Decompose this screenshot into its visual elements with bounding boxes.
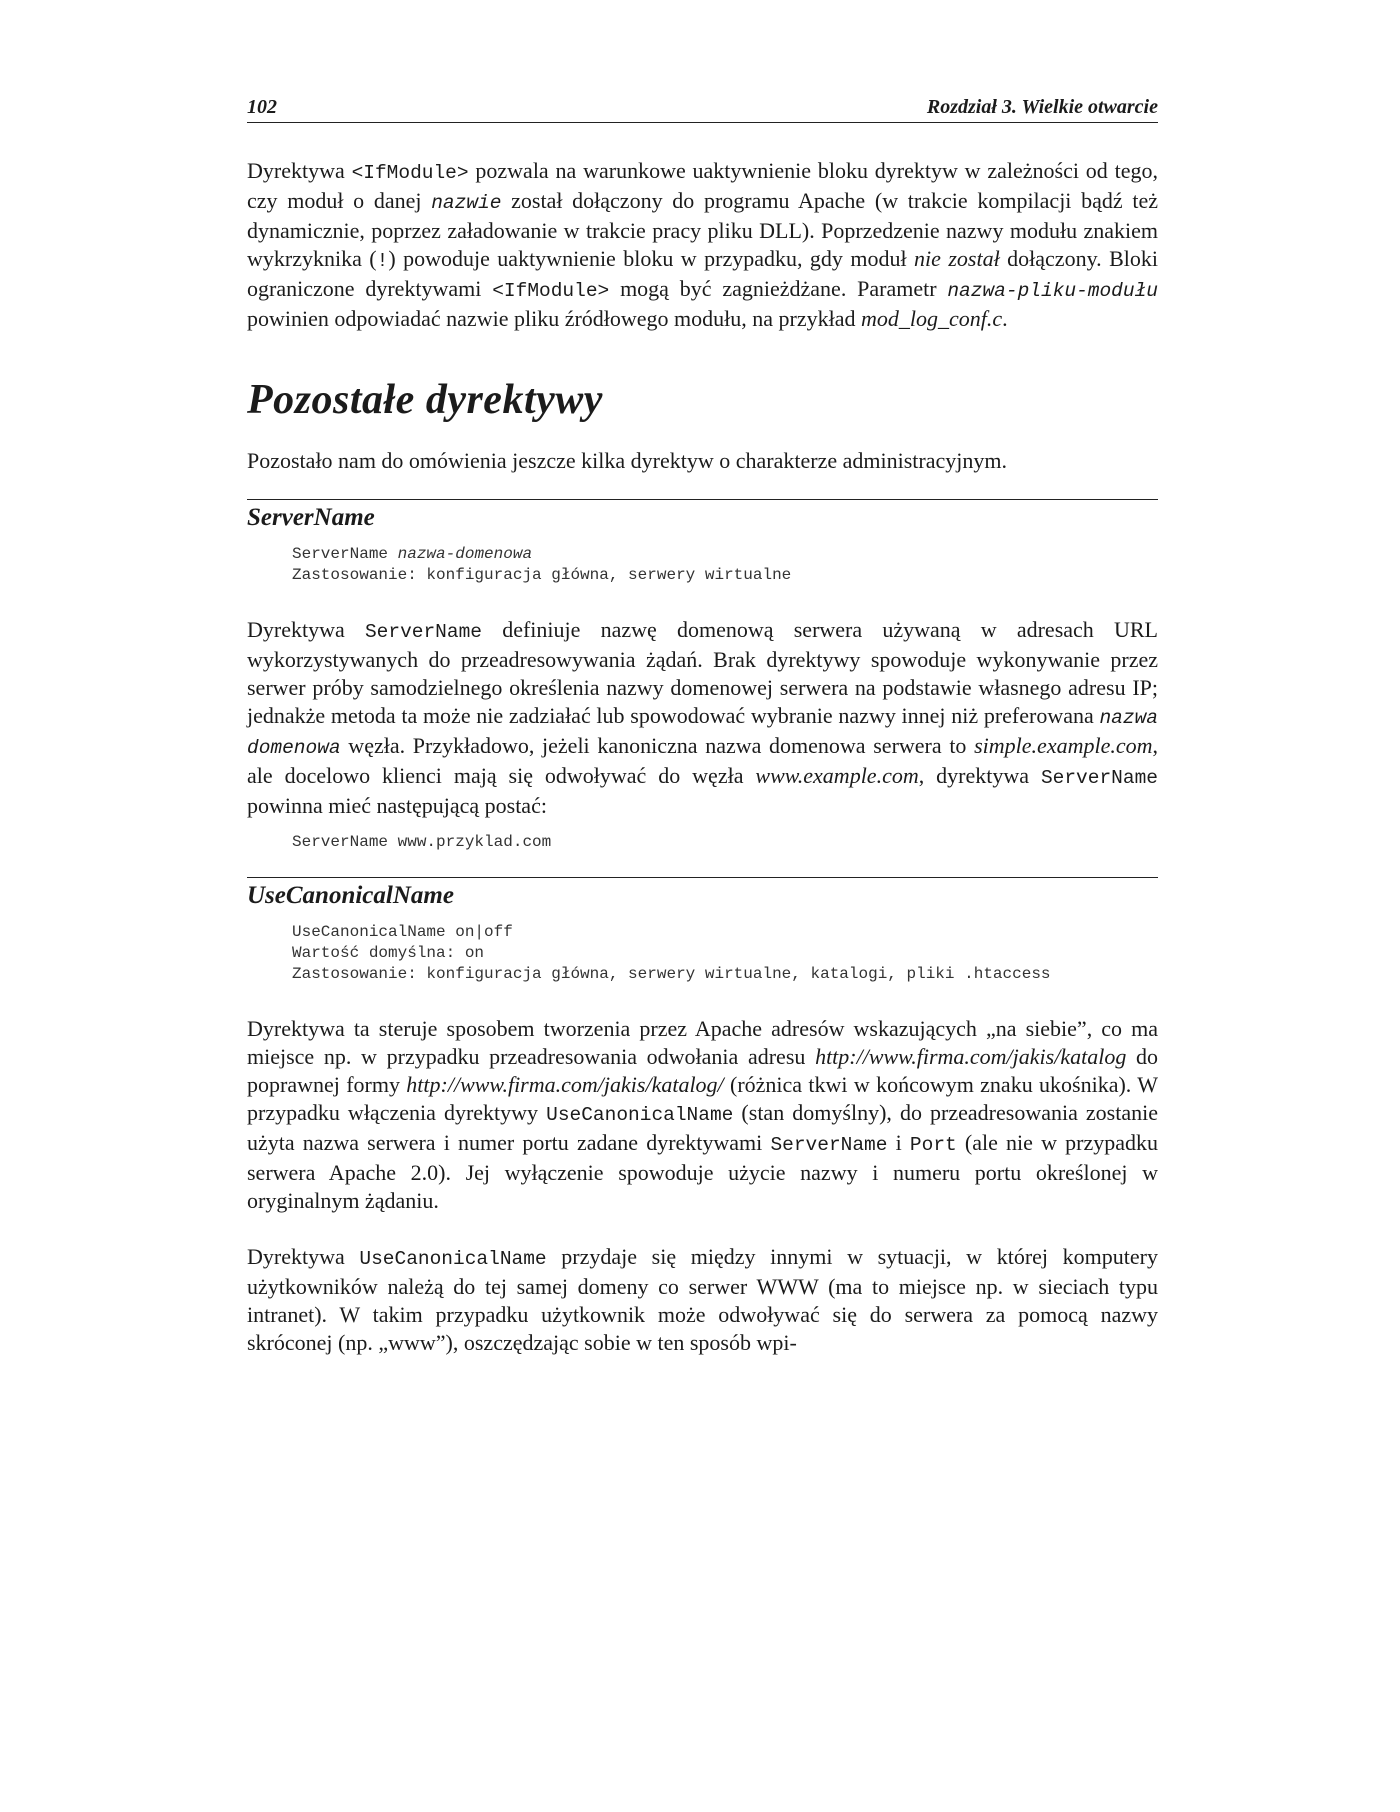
italic-url: http://www.firma.com/jakis/katalog [815, 1044, 1127, 1069]
code-nazwie: nazwie [431, 192, 502, 214]
text-run: dołączony. Bloki ograniczone dyrektywami [247, 246, 1158, 301]
directive-rule [247, 877, 1158, 878]
text-run: (ale nie w przypadku serwera Apache 2.0). Jej wyłączenie spowoduje użycie nazwy i numeru portu określonej w oryginalnym żądaniu. [247, 1130, 1158, 1213]
book-page [247, 96, 1158, 1357]
text-run: , ale docelowo klienci mają się odwoływać do węzła [247, 733, 1158, 788]
text-run: Dyrektywa [247, 1244, 360, 1269]
chapter-title: Rozdział 3. Wielkie otwarcie [926, 96, 1158, 118]
text-run: . [1002, 306, 1008, 331]
text-run: i [887, 1130, 910, 1155]
usecanonical-paragraph-2 [247, 1243, 1158, 1357]
code-usecanonicalname: UseCanonicalName [546, 1104, 734, 1126]
code-arg: nazwa-domenowa [397, 545, 533, 563]
page-number: 102 [247, 96, 277, 118]
text-run: Dyrektywa ta steruje sposobem tworzenia przez Apache adresów wskazujących „na siebie”, co ma miejsce np. w przypadku przeadresowania odwołania adresu [247, 1016, 1158, 1069]
code-servername: ServerName [770, 1134, 888, 1156]
italic-nie-zostal: nie został [914, 246, 1000, 271]
servername-syntax [292, 544, 1158, 565]
code-servername: ServerName [364, 621, 482, 643]
code-text: ServerName [292, 545, 398, 563]
text-run: węzła. Przykładowo, jeżeli kanoniczna nazwa domenowa serwera to [340, 733, 975, 758]
servername-usage: Zastosowanie: konfiguracja główna, serwery wirtualne [292, 566, 792, 584]
italic-filename: mod_log_conf.c [861, 306, 1003, 331]
code-ifmodule: <IfModule> [492, 280, 610, 302]
directive-rule [247, 499, 1158, 500]
italic-domain: simple.example.com [974, 733, 1153, 758]
text-run: mogą być zagnieżdżane. Parametr [609, 276, 948, 301]
code-usecanonicalname: UseCanonicalName [359, 1248, 547, 1270]
italic-domain: www.example.com [755, 763, 919, 788]
directive-title-usecanonicalname: UseCanonicalName [247, 882, 454, 909]
code-nazwa-pliku-modulu: nazwa-pliku-modułu [947, 280, 1158, 302]
text-run: pozwala na warunkowe uaktywnienie bloku dyrektyw w zależności od tego, czy moduł o danej [247, 158, 1158, 213]
text-run: definiuje nazwę domenową serwera używaną w adresach URL wykorzystywanych do przeadresowywania żądań. Brak dyrektywy spowoduje wykonywanie przez serwer próby samodzielnego określenia nazwy domenowej serwera na podstawie własnego adresu IP; jednakże metoda ta może nie zadziałać lub spowodować wybranie nazwy innej niż preferowana [247, 617, 1158, 728]
text-run: został dołączony do programu Apache (w trakcie kompilacji bądź też dynamicznie, poprzez załadowanie w trakcie pracy pliku DLL). Poprzedzenie nazwy modułu znakiem wykrzyknika ( [247, 188, 1158, 271]
text-run: Dyrektywa [247, 158, 352, 183]
section-intro: Pozostało nam do omówienia jeszcze kilka dyrektyw o charakterze administracyjnym. [247, 448, 1007, 473]
text-run: ) powoduje uaktywnienie bloku w przypadku, gdy moduł [388, 246, 915, 271]
usecanonical-default: Wartość domyślna: on [292, 944, 485, 962]
italic-url: http://www.firma.com/jakis/katalog/ [406, 1072, 724, 1097]
code-port: Port [909, 1134, 957, 1156]
text-run: (różnica tkwi w końcowym znaku ukośnika). W przypadku włączenia dyrektywy [247, 1072, 1159, 1125]
text-run: (stan domyślny), do przeadresowania zostanie użyta nazwa serwera i numer portu zadane dyrektywami [247, 1100, 1158, 1155]
usecanonical-paragraph-1 [247, 1015, 1158, 1215]
code-ifmodule: <IfModule> [351, 162, 469, 184]
usecanonical-syntax: UseCanonicalName on|off [292, 923, 513, 941]
text-run: powinien odpowiadać nazwie pliku źródłowego modułu, na przykład [247, 306, 862, 331]
section-heading: Pozostałe dyrektywy [247, 377, 603, 423]
text-run: , dyrektywa [918, 763, 1041, 788]
text-run: przydaje się między innymi w sytuacji, w której komputery użytkowników należą do tej samej domeny co serwer WWW (ma to miejsce np. w sieciach typu intranet). W takim przypadku użytkownik może odwoływać się do serwera za pomocą nazwy skróconej (np. „www”), oszczędzając sobie w ten sposób wpi- [247, 1244, 1158, 1355]
servername-description [247, 616, 1158, 820]
running-header [247, 96, 1158, 123]
code-servername: ServerName [1040, 767, 1158, 789]
ifmodule-paragraph [247, 157, 1158, 333]
code-nazwa-domenowa: nazwa domenowa [247, 707, 1158, 759]
directive-title-servername: ServerName [247, 504, 375, 531]
code-exclamation: ! [376, 250, 389, 272]
servername-example: ServerName www.przyklad.com [292, 833, 552, 851]
text-run: powinna mieć następującą postać: [247, 793, 547, 818]
usecanonical-usage: Zastosowanie: konfiguracja główna, serwery wirtualne, katalogi, pliki .htaccess [292, 965, 1051, 983]
text-run: Dyrektywa [247, 617, 365, 642]
text-run: do poprawnej formy [247, 1044, 1159, 1097]
